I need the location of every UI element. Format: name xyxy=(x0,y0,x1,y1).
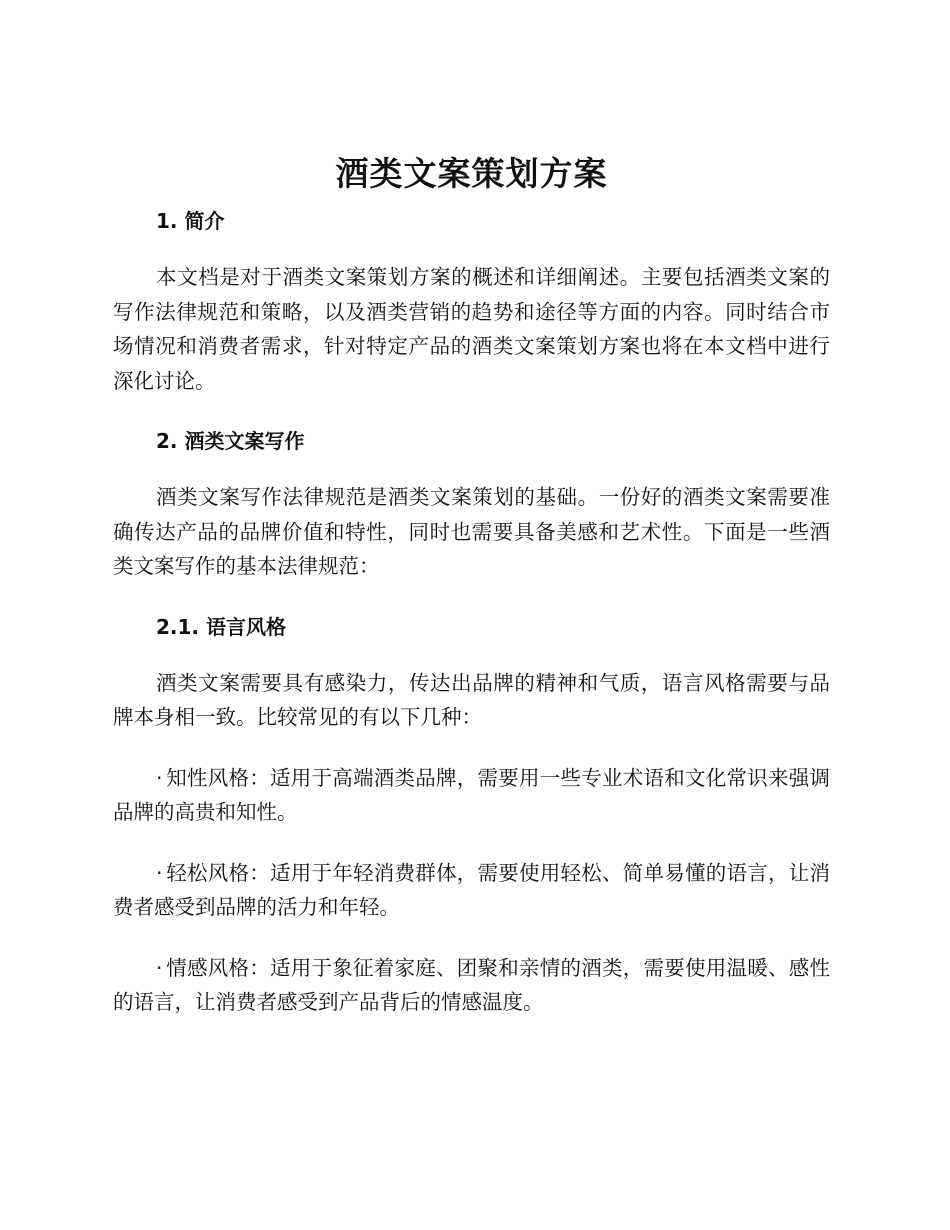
bullet-item-relaxed xyxy=(113,856,830,925)
bullet-dot-icon: · xyxy=(156,955,163,980)
bullet-text: 知性风格：适用于高端酒类品牌，需要用一些专业术语和文化常识来强调品牌的高贵和知性。 xyxy=(113,765,830,824)
bullet-dot-icon: · xyxy=(156,860,163,885)
bullet-text: 情感风格：适用于象征着家庭、团聚和亲情的酒类，需要使用温暖、感性的语言，让消费者感受到产品背后的情感温度。 xyxy=(113,955,830,1014)
bullet-item-emotional xyxy=(113,951,830,1020)
copywriting-paragraph: 酒类文案写作法律规范是酒类文案策划的基础。一份好的酒类文案需要准确传达产品的品牌价值和特性，同时也需要具备美感和艺术性。下面是一些酒类文案写作的基本法律规范： xyxy=(113,485,830,578)
section-heading-intro: 1. 简介 xyxy=(156,209,225,233)
bullet-dot-icon: · xyxy=(156,765,163,790)
bullet-item-intellectual xyxy=(113,761,830,830)
intro-paragraph: 本文档是对于酒类文案策划方案的概述和详细阐述。主要包括酒类文案的写作法律规范和策略，以及酒类营销的趋势和途径等方面的内容。同时结合市场情况和消费者需求，针对特定产品的酒类文案策划方案也将在本文档中进行深化讨论。 xyxy=(113,265,830,393)
section-heading-copywriting: 2. 酒类文案写作 xyxy=(156,429,305,453)
language-style-paragraph: 酒类文案需要具有感染力，传达出品牌的精神和气质，语言风格需要与品牌本身相一致。比较常见的有以下几种： xyxy=(113,670,830,729)
bullet-text: 轻松风格：适用于年轻消费群体，需要使用轻松、简单易懂的语言，让消费者感受到品牌的活力和年轻。 xyxy=(113,860,830,919)
section-heading-language-style: 2.1. 语言风格 xyxy=(156,614,286,639)
document-title: 酒类文案策划方案 xyxy=(335,154,608,193)
